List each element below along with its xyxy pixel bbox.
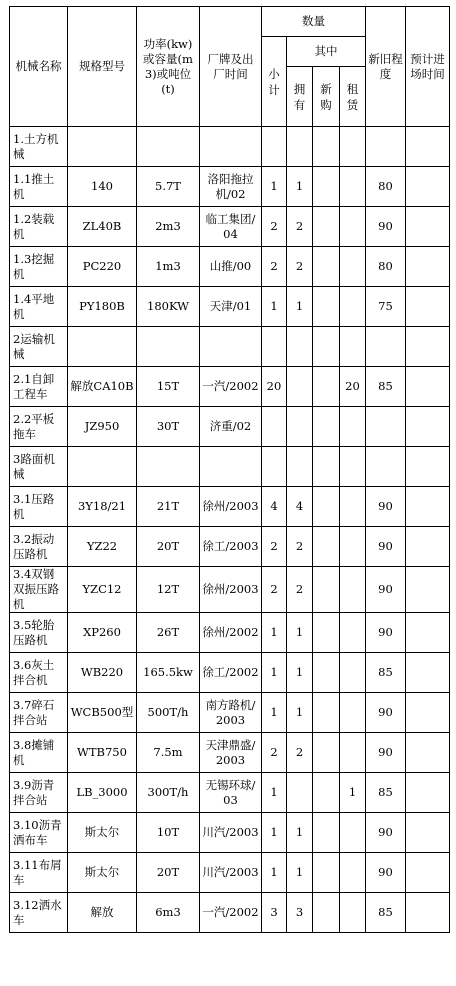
row-lease	[340, 327, 366, 367]
row-owned: 1	[287, 613, 313, 653]
row-subtotal: 1	[262, 693, 287, 733]
row-maker: 济重/02	[200, 407, 262, 447]
row-lease	[340, 447, 366, 487]
row-owned	[287, 367, 313, 407]
table-row	[10, 653, 450, 693]
row-condition: 75	[366, 287, 406, 327]
row-power: 20T	[137, 527, 200, 567]
row-power: 180KW	[137, 287, 200, 327]
row-subtotal: 4	[262, 487, 287, 527]
row-owned	[287, 327, 313, 367]
row-entry-time	[406, 733, 450, 773]
row-model: PC220	[68, 247, 137, 287]
header-new-purchase: 新购	[313, 67, 340, 127]
row-name: 3.4双钢双振压路机	[10, 567, 68, 613]
row-power: 20T	[137, 853, 200, 893]
row-owned	[287, 407, 313, 447]
row-entry-time	[406, 447, 450, 487]
row-lease	[340, 893, 366, 933]
row-maker: 徐州/2003	[200, 487, 262, 527]
row-lease	[340, 207, 366, 247]
row-owned: 2	[287, 207, 313, 247]
row-new-purchase	[313, 567, 340, 613]
row-owned	[287, 447, 313, 487]
row-power: 2m3	[137, 207, 200, 247]
row-subtotal: 2	[262, 207, 287, 247]
row-owned: 1	[287, 693, 313, 733]
row-name: 1.1推土机	[10, 167, 68, 207]
row-model: YZ22	[68, 527, 137, 567]
row-condition: 90	[366, 853, 406, 893]
row-subtotal: 1	[262, 813, 287, 853]
row-entry-time	[406, 527, 450, 567]
row-condition: 90	[366, 567, 406, 613]
row-maker: 川汽/2003	[200, 813, 262, 853]
row-subtotal: 1	[262, 653, 287, 693]
row-condition: 85	[366, 773, 406, 813]
row-model: WTB750	[68, 733, 137, 773]
row-owned: 3	[287, 893, 313, 933]
row-new-purchase	[313, 247, 340, 287]
header-subtotal: 小计	[262, 37, 287, 127]
row-subtotal: 1	[262, 613, 287, 653]
row-lease: 1	[340, 773, 366, 813]
row-model: 斯太尔	[68, 813, 137, 853]
row-model: WB220	[68, 653, 137, 693]
row-lease	[340, 613, 366, 653]
row-condition: 85	[366, 367, 406, 407]
row-owned: 2	[287, 733, 313, 773]
row-new-purchase	[313, 447, 340, 487]
table-row	[10, 287, 450, 327]
row-model: JZ950	[68, 407, 137, 447]
row-condition: 90	[366, 693, 406, 733]
row-subtotal: 2	[262, 733, 287, 773]
row-entry-time	[406, 853, 450, 893]
row-new-purchase	[313, 853, 340, 893]
row-entry-time	[406, 127, 450, 167]
row-lease	[340, 733, 366, 773]
row-power: 7.5m	[137, 733, 200, 773]
table-row	[10, 487, 450, 527]
row-power: 15T	[137, 367, 200, 407]
row-name: 3.5轮胎压路机	[10, 613, 68, 653]
row-owned: 4	[287, 487, 313, 527]
row-entry-time	[406, 653, 450, 693]
table-row	[10, 567, 450, 613]
row-name: 3.7碎石拌合站	[10, 693, 68, 733]
row-name: 3.2振动压路机	[10, 527, 68, 567]
row-model: 解放CA10B	[68, 367, 137, 407]
row-lease	[340, 407, 366, 447]
row-maker: 徐工/2003	[200, 527, 262, 567]
row-condition: 90	[366, 487, 406, 527]
row-name: 3.12洒水车	[10, 893, 68, 933]
row-subtotal: 2	[262, 527, 287, 567]
row-name: 2运输机械	[10, 327, 68, 367]
row-maker: 天津鼎盛/2003	[200, 733, 262, 773]
header-quantity: 数量	[262, 7, 366, 37]
row-condition: 90	[366, 613, 406, 653]
row-power: 500T/h	[137, 693, 200, 733]
row-name: 1.2装载机	[10, 207, 68, 247]
row-lease	[340, 853, 366, 893]
row-model	[68, 447, 137, 487]
row-lease	[340, 127, 366, 167]
row-new-purchase	[313, 367, 340, 407]
row-owned: 2	[287, 247, 313, 287]
row-condition: 90	[366, 207, 406, 247]
row-lease	[340, 653, 366, 693]
table-row	[10, 167, 450, 207]
row-owned: 1	[287, 853, 313, 893]
row-entry-time	[406, 367, 450, 407]
row-power: 1m3	[137, 247, 200, 287]
row-maker: 川汽/2003	[200, 853, 262, 893]
row-maker: 天津/01	[200, 287, 262, 327]
row-power: 12T	[137, 567, 200, 613]
row-entry-time	[406, 167, 450, 207]
row-maker: 徐州/2002	[200, 613, 262, 653]
row-name: 1.土方机械	[10, 127, 68, 167]
equipment-table	[9, 6, 450, 933]
header-lease: 租赁	[340, 67, 366, 127]
table-row	[10, 773, 450, 813]
row-model: PY180B	[68, 287, 137, 327]
row-condition: 90	[366, 813, 406, 853]
row-maker: 临工集团/04	[200, 207, 262, 247]
row-name: 2.2平板拖车	[10, 407, 68, 447]
row-new-purchase	[313, 653, 340, 693]
table-row	[10, 207, 450, 247]
row-condition: 90	[366, 527, 406, 567]
row-condition	[366, 407, 406, 447]
table-row	[10, 447, 450, 487]
row-new-purchase	[313, 127, 340, 167]
row-maker: 徐州/2003	[200, 567, 262, 613]
row-subtotal: 1	[262, 773, 287, 813]
row-new-purchase	[313, 167, 340, 207]
row-subtotal: 2	[262, 567, 287, 613]
table-row	[10, 407, 450, 447]
row-subtotal: 2	[262, 247, 287, 287]
row-new-purchase	[313, 487, 340, 527]
row-name: 3.1压路机	[10, 487, 68, 527]
row-entry-time	[406, 613, 450, 653]
row-condition	[366, 447, 406, 487]
row-model: ZL40B	[68, 207, 137, 247]
row-new-purchase	[313, 893, 340, 933]
row-name: 2.1自卸工程车	[10, 367, 68, 407]
row-subtotal: 1	[262, 167, 287, 207]
row-power: 165.5kw	[137, 653, 200, 693]
table-row	[10, 247, 450, 287]
row-lease	[340, 287, 366, 327]
header-owned: 拥有	[287, 67, 313, 127]
row-subtotal: 1	[262, 287, 287, 327]
row-model	[68, 327, 137, 367]
row-name: 3.11布屑车	[10, 853, 68, 893]
row-model: LB_3000	[68, 773, 137, 813]
row-lease	[340, 813, 366, 853]
row-condition: 80	[366, 167, 406, 207]
row-condition	[366, 327, 406, 367]
row-condition: 90	[366, 733, 406, 773]
row-entry-time	[406, 287, 450, 327]
table-row	[10, 693, 450, 733]
header-entry-time: 预计进场时间	[406, 7, 450, 127]
row-maker: 徐工/2002	[200, 653, 262, 693]
row-condition: 85	[366, 893, 406, 933]
row-entry-time	[406, 487, 450, 527]
header-power: 功率(kw)或容量(m3)或吨位(t)	[137, 7, 200, 127]
row-entry-time	[406, 813, 450, 853]
row-maker	[200, 127, 262, 167]
row-new-purchase	[313, 207, 340, 247]
row-model: WCB500型	[68, 693, 137, 733]
table-row	[10, 327, 450, 367]
row-model: XP260	[68, 613, 137, 653]
row-lease	[340, 167, 366, 207]
row-maker: 山推/00	[200, 247, 262, 287]
table-row	[10, 527, 450, 567]
row-owned: 2	[287, 567, 313, 613]
row-power: 5.7T	[137, 167, 200, 207]
row-name: 1.4平地机	[10, 287, 68, 327]
row-power	[137, 327, 200, 367]
header-machine-name: 机械名称	[10, 7, 68, 127]
row-name: 3.6灰土拌合机	[10, 653, 68, 693]
row-lease	[340, 527, 366, 567]
row-entry-time	[406, 207, 450, 247]
row-model: 140	[68, 167, 137, 207]
row-owned: 1	[287, 653, 313, 693]
row-model	[68, 127, 137, 167]
row-entry-time	[406, 773, 450, 813]
row-condition: 80	[366, 247, 406, 287]
row-name: 3.8摊铺机	[10, 733, 68, 773]
row-power	[137, 447, 200, 487]
row-power: 30T	[137, 407, 200, 447]
row-new-purchase	[313, 613, 340, 653]
header-maker: 厂牌及出厂时间	[200, 7, 262, 127]
header-model: 规格型号	[68, 7, 137, 127]
row-model: 斯太尔	[68, 853, 137, 893]
table-row	[10, 733, 450, 773]
row-maker: 南方路机/2003	[200, 693, 262, 733]
row-new-purchase	[313, 327, 340, 367]
table-row	[10, 613, 450, 653]
row-subtotal: 20	[262, 367, 287, 407]
row-entry-time	[406, 693, 450, 733]
row-maker	[200, 447, 262, 487]
row-power: 300T/h	[137, 773, 200, 813]
row-owned: 1	[287, 813, 313, 853]
row-owned	[287, 127, 313, 167]
row-maker: 洛阳拖拉机/02	[200, 167, 262, 207]
row-owned: 2	[287, 527, 313, 567]
table-row	[10, 853, 450, 893]
row-new-purchase	[313, 407, 340, 447]
table-row	[10, 813, 450, 853]
row-new-purchase	[313, 527, 340, 567]
row-condition: 85	[366, 653, 406, 693]
row-new-purchase	[313, 773, 340, 813]
row-new-purchase	[313, 733, 340, 773]
row-maker: 一汽/2002	[200, 367, 262, 407]
row-owned: 1	[287, 167, 313, 207]
row-maker: 无锡环球/03	[200, 773, 262, 813]
row-entry-time	[406, 567, 450, 613]
row-new-purchase	[313, 693, 340, 733]
row-power: 10T	[137, 813, 200, 853]
row-owned	[287, 773, 313, 813]
row-lease	[340, 487, 366, 527]
row-lease	[340, 693, 366, 733]
row-owned: 1	[287, 287, 313, 327]
row-subtotal	[262, 127, 287, 167]
row-maker: 一汽/2002	[200, 893, 262, 933]
row-entry-time	[406, 407, 450, 447]
row-new-purchase	[313, 813, 340, 853]
row-power: 26T	[137, 613, 200, 653]
row-new-purchase	[313, 287, 340, 327]
header-condition: 新旧程度	[366, 7, 406, 127]
row-subtotal	[262, 327, 287, 367]
row-subtotal: 1	[262, 853, 287, 893]
row-power	[137, 127, 200, 167]
row-name: 3.10沥青洒布车	[10, 813, 68, 853]
row-lease	[340, 247, 366, 287]
row-entry-time	[406, 893, 450, 933]
header-among: 其中	[287, 37, 366, 67]
row-name: 3.9沥青拌合站	[10, 773, 68, 813]
row-entry-time	[406, 247, 450, 287]
row-condition	[366, 127, 406, 167]
row-lease	[340, 567, 366, 613]
row-model: 解放	[68, 893, 137, 933]
row-power: 6m3	[137, 893, 200, 933]
table-row	[10, 127, 450, 167]
row-maker	[200, 327, 262, 367]
row-model: YZC12	[68, 567, 137, 613]
row-model: 3Y18/21	[68, 487, 137, 527]
row-entry-time	[406, 327, 450, 367]
row-subtotal	[262, 447, 287, 487]
row-subtotal: 3	[262, 893, 287, 933]
row-name: 1.3挖掘机	[10, 247, 68, 287]
row-subtotal	[262, 407, 287, 447]
row-name: 3路面机械	[10, 447, 68, 487]
table-row	[10, 893, 450, 933]
row-power: 21T	[137, 487, 200, 527]
row-lease: 20	[340, 367, 366, 407]
table-row	[10, 367, 450, 407]
